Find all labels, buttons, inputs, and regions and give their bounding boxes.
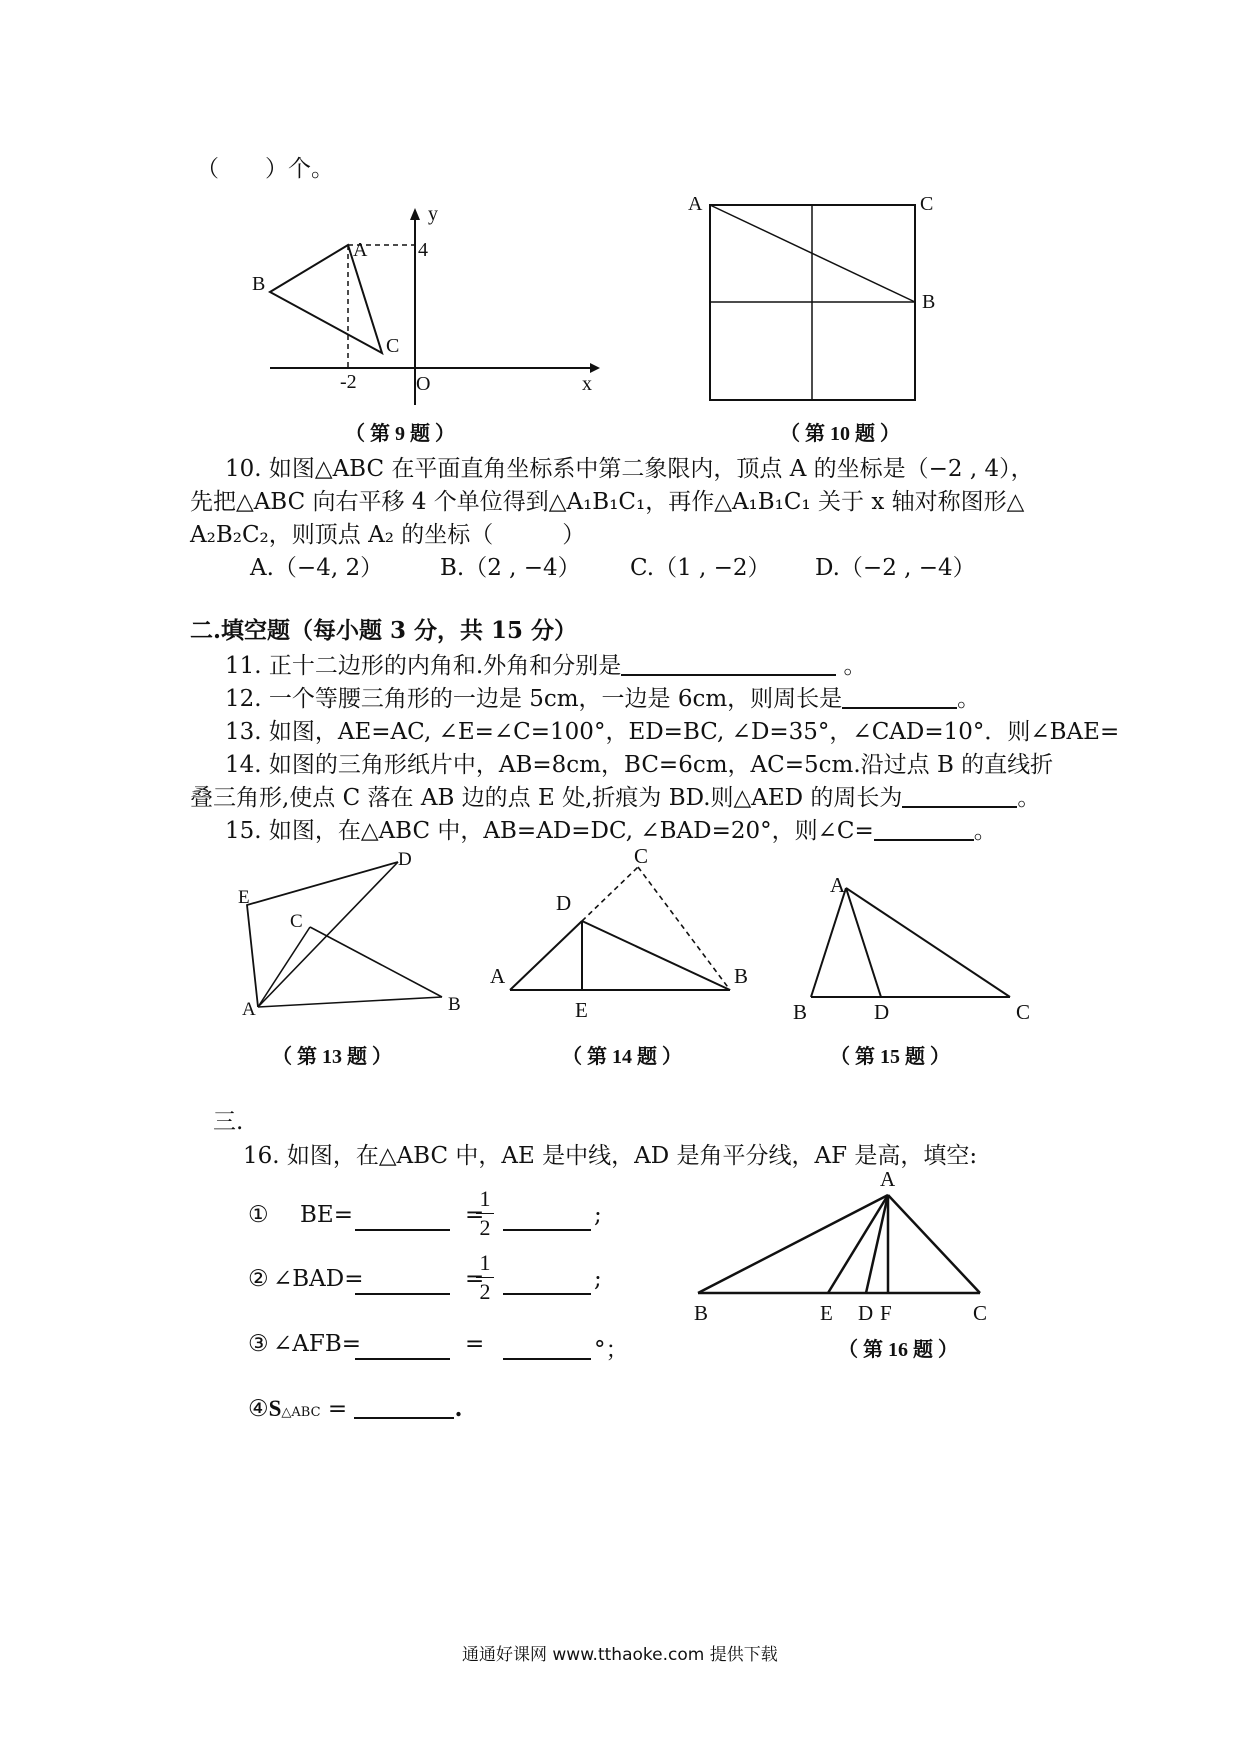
q16-item3-eq: = [465, 1331, 485, 1357]
q10-option-c: C.（1 , −2） [630, 555, 771, 581]
segment-ab [811, 888, 846, 997]
q16-item2-end: ; [594, 1266, 602, 1292]
label-d: D [398, 849, 412, 870]
segment-ac [258, 927, 310, 1007]
label-b: B [922, 291, 936, 313]
q10-line3: A₂B₂C₂，则顶点 A₂ 的坐标（ ） [190, 522, 586, 548]
q15-end: 。 [973, 818, 997, 844]
q10-option-d: D.（−2 , −4） [815, 555, 976, 581]
label-y: y [428, 203, 438, 225]
footer-text: 通通好课网 www.tthaoke.com 提供下载 [462, 1645, 778, 1665]
label-d: D [858, 1301, 874, 1325]
q14-line1: 14. 如图的三角形纸片中，AB=8cm，BC=6cm，AC=5cm.沿过点 B 的直线折 [225, 752, 1054, 778]
fraction-numerator: 1 [479, 1250, 491, 1275]
q16-item1-fraction [476, 1186, 494, 1241]
q14-end: 。 [1017, 785, 1041, 811]
label-c: C [290, 911, 303, 932]
segment-db [582, 921, 730, 990]
label-a: A [688, 193, 703, 215]
label-a: A [490, 964, 506, 988]
label-e: E [238, 887, 250, 908]
q16-item1-end: ; [594, 1202, 602, 1228]
caption-fig15: （ 第 15 题 ） [830, 1046, 950, 1068]
q12-answer-blank[interactable] [842, 684, 957, 709]
bisector-ad [866, 1195, 888, 1293]
q16-item4-number: ④ [248, 1396, 269, 1422]
q16-item4-label: S [268, 1396, 282, 1421]
segment-ac [888, 1195, 980, 1293]
section2-heading: 二.填空题（每小题 3 分，共 15 分） [190, 617, 578, 644]
q15-answer-blank[interactable] [874, 816, 974, 841]
label-x: x [582, 373, 592, 395]
label-f: F [880, 1301, 892, 1325]
q12 [225, 680, 980, 713]
q10-line1: 10. 如图△ABC 在平面直角坐标系中第二象限内，顶点 A 的坐标是（−2 , 4）， [225, 456, 1034, 482]
segment-cb [310, 927, 442, 997]
q13: 13. 如图，AE=AC, ∠E=∠C=100°，ED=BC, ∠D=35°，∠CAD=10°．则∠BAE= [225, 719, 1120, 745]
caption-fig13: （ 第 13 题 ） [272, 1046, 392, 1068]
label-b: B [252, 273, 266, 295]
q15-text: 15. 如图，在△ABC 中，AB=AD=DC, ∠BAD=20°，则∠C= [225, 818, 874, 844]
label-c: C [973, 1301, 988, 1325]
label-e: E [575, 998, 588, 1022]
triangle-abc [270, 245, 382, 353]
segment-ad [510, 921, 582, 990]
q14-text: 叠三角形,使点 C 落在 AB 边的点 E 处,折痕为 BD.则△AED 的周长为 [190, 785, 903, 811]
caption-fig14: （ 第 14 题 ） [562, 1046, 682, 1068]
dashed-cb [638, 867, 730, 990]
q16-item3-end: °； [594, 1337, 629, 1363]
label-a: A [880, 1167, 896, 1191]
q16-item2-fraction [476, 1250, 494, 1305]
q16-text: 16. 如图，在△ABC 中，AE 是中线，AD 是角平分线，AF 是高，填空: [243, 1143, 978, 1169]
label-a: A [242, 999, 256, 1020]
figure-10 [680, 190, 950, 405]
label-4: 4 [418, 239, 428, 261]
figure-16 [680, 1167, 1000, 1325]
q16-item3-blank1[interactable] [355, 1335, 450, 1360]
q10-option-b: B.（2 , −4） [440, 555, 581, 581]
caption-fig9: （ 第 9 题 ） [345, 423, 455, 445]
label-d: D [556, 891, 572, 915]
label-b: B [694, 1301, 709, 1325]
label-e: E [820, 1301, 833, 1325]
y-axis-arrow [410, 208, 420, 220]
figure-9 [230, 200, 600, 410]
figure-14 [490, 844, 760, 1025]
label-c: C [386, 335, 400, 357]
q16-item2-eq: = [465, 1266, 485, 1292]
q14-line2 [190, 779, 1040, 812]
q16-item1-blank2[interactable] [503, 1206, 591, 1231]
label-a: A [830, 873, 846, 897]
q16-item2-num: ② [248, 1266, 269, 1292]
q10-line2: 先把△ABC 向右平移 4 个单位得到△A₁B₁C₁，再作△A₁B₁C₁ 关于 x 轴对称图形△ [190, 489, 1025, 515]
label-neg2: -2 [340, 371, 357, 393]
label-d: D [874, 1000, 890, 1024]
q16-item1-label: BE= [300, 1202, 353, 1228]
x-axis-arrow [590, 363, 600, 373]
caption-fig10: （ 第 10 题 ） [780, 423, 900, 445]
q16-item4-eq: = [327, 1396, 348, 1422]
label-o: O [416, 373, 431, 395]
q14-answer-blank[interactable] [902, 783, 1017, 808]
segment-ac [846, 888, 1010, 997]
q12-text: 12. 一个等腰三角形的一边是 5cm，一边是 6cm，则周长是 [225, 686, 843, 712]
q16-item1-num: ① [248, 1202, 269, 1228]
label-a: A [353, 239, 368, 261]
figure-13 [230, 850, 470, 1020]
q16-item4-subscript: △ABC [281, 1405, 321, 1420]
q11-end: 。 [843, 653, 867, 679]
q16-item3-label: ∠AFB= [273, 1331, 362, 1357]
q11-text: 11. 正十二边形的内角和.外角和分别是 [225, 653, 622, 679]
label-b: B [448, 994, 461, 1015]
q16-item1-eq: = [465, 1202, 485, 1228]
q15 [225, 812, 997, 845]
segment-ab [258, 997, 442, 1007]
figure-15 [780, 862, 1050, 1032]
q16-item4-num [248, 1394, 462, 1422]
q16-item1-blank1[interactable] [355, 1206, 450, 1231]
q11-answer-blank[interactable] [621, 651, 836, 676]
segment-ad [258, 862, 398, 1007]
q9-tail: （ ）个。 [196, 156, 334, 182]
dashed-dc [582, 867, 638, 921]
section3-heading: 三. [213, 1109, 244, 1135]
label-c: C [920, 193, 934, 215]
label-c: C [634, 844, 649, 868]
segment-ad [846, 888, 881, 997]
q12-end: 。 [957, 686, 981, 712]
q16-item2-blank2[interactable] [503, 1270, 591, 1295]
q16-item3-num: ③ [248, 1331, 269, 1357]
q16-item2-blank1[interactable] [355, 1270, 450, 1295]
q11 [225, 647, 867, 680]
caption-fig16: （ 第 16 题 ） [838, 1339, 958, 1361]
fraction-numerator: 1 [479, 1186, 491, 1211]
q16-item4-blank[interactable] [354, 1394, 454, 1419]
q16-item3-blank2[interactable] [503, 1335, 591, 1360]
q16-item4-end: . [454, 1395, 463, 1422]
fraction-denominator: 2 [479, 1215, 491, 1240]
segment-ab [698, 1195, 888, 1293]
label-b: B [734, 964, 749, 988]
label-c: C [1016, 1000, 1031, 1024]
q16-item2-label: ∠BAD= [273, 1266, 364, 1292]
fraction-denominator: 2 [479, 1279, 491, 1304]
label-b: B [793, 1000, 808, 1024]
q10-option-a: A.（−4, 2） [250, 555, 384, 581]
